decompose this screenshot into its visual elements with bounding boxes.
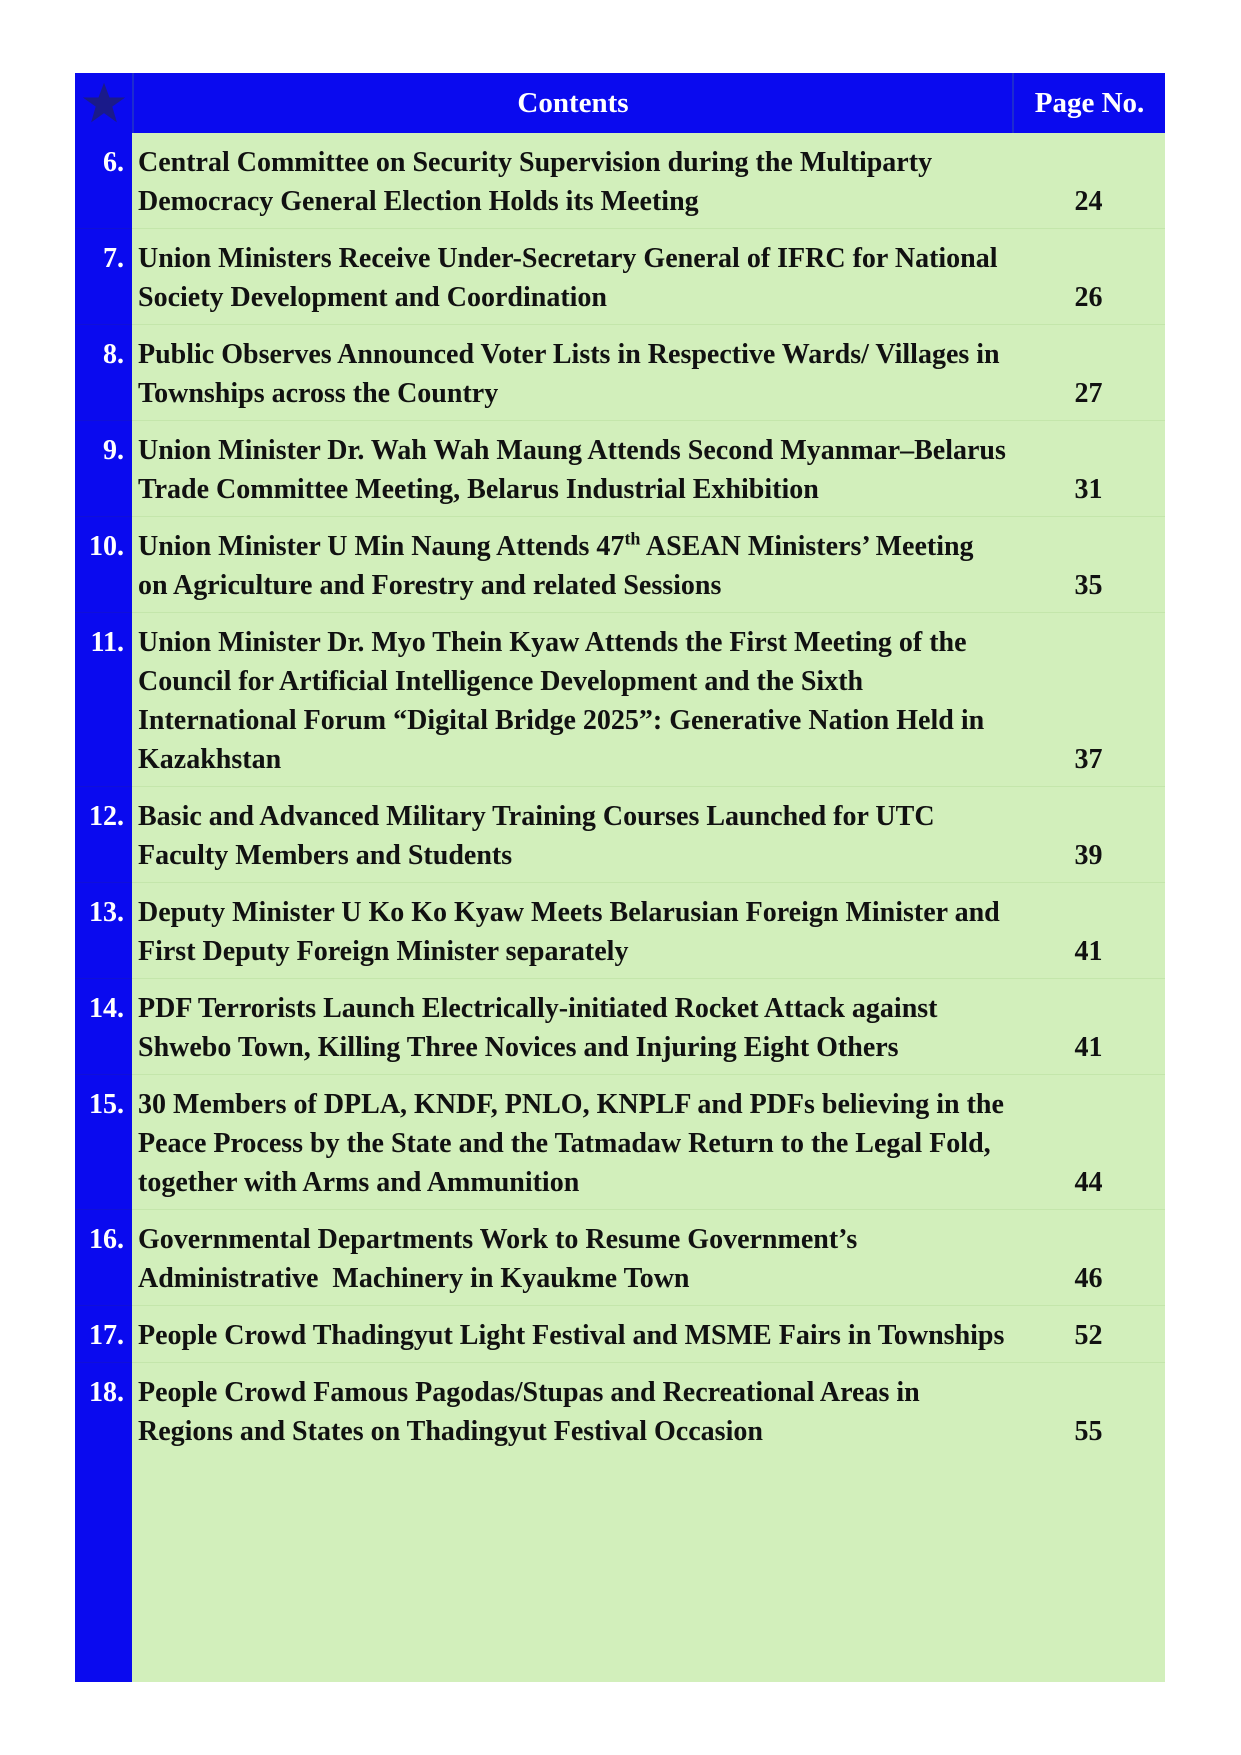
entry-title[interactable]: Governmental Departments Work to Resume Government’s Administrative Machinery in Kyaukme Town — [132, 1210, 1012, 1306]
entry-number: 16. — [75, 1210, 132, 1306]
entry-number: 17. — [75, 1306, 132, 1363]
entry-page: 31 — [1012, 421, 1165, 517]
entry-title[interactable]: Union Minister Dr. Myo Thein Kyaw Attends the First Meeting of the Council for Artificial Intelligence Development and the Sixth International Forum “Digital Bridge 2025”: Generative Nation Held in Kazakhstan — [132, 613, 1012, 787]
entry-number: 8. — [75, 325, 132, 421]
contents-table — [75, 73, 1165, 1682]
entry-page: 37 — [1012, 613, 1165, 787]
entry-title[interactable]: Union Minister Dr. Wah Wah Maung Attends Second Myanmar–Belarus Trade Committee Meeting, Belarus Industrial Exhibition — [132, 421, 1012, 517]
entry-title[interactable]: People Crowd Famous Pagodas/Stupas and Recreational Areas in Regions and States on Thadingyut Festival Occasion — [138, 1377, 920, 1447]
entry-number: 10. — [75, 517, 132, 613]
entry-number: 12. — [75, 787, 132, 883]
entry-page: 35 — [1012, 517, 1165, 613]
contents-header: Contents — [132, 73, 1012, 133]
entry-page: 39 — [1012, 787, 1165, 883]
empty-space — [75, 1458, 132, 1682]
entry-title[interactable]: Central Committee on Security Supervision during the Multiparty Democracy General Election Holds its Meeting — [132, 133, 1012, 229]
entry-title-text: Union Minister U Min Naung Attends 47 — [138, 531, 625, 562]
entry-number: 9. — [75, 421, 132, 517]
entry-title[interactable] — [132, 517, 1012, 613]
ordinal-suffix: th — [624, 528, 641, 549]
entry-page: 41 — [1012, 883, 1165, 979]
entry-page: 41 — [1012, 979, 1165, 1075]
entry-page: 46 — [1012, 1210, 1165, 1306]
entry-title[interactable]: 30 Members of DPLA, KNDF, PNLO, KNPLF and PDFs believing in the Peace Process by the State and the Tatmadaw Return to the Legal Fold, together with Arms and Ammunition — [132, 1075, 1012, 1210]
entry-title-text: ASEAN Ministers’ Meeting on Agriculture and Forestry and related Sessions — [138, 531, 974, 601]
entry-number: 14. — [75, 979, 132, 1075]
entry-page: 55 — [1074, 1416, 1103, 1447]
page-number-header: Page No. — [1012, 73, 1165, 133]
entry-page: 26 — [1012, 229, 1165, 325]
entry-number: 7. — [75, 229, 132, 325]
entry-page: 52 — [1012, 1306, 1165, 1363]
entry-title[interactable]: PDF Terrorists Launch Electrically-initiated Rocket Attack against Shwebo Town, Killing Three Novices and Injuring Eight Others — [132, 979, 1012, 1075]
entry-page: 27 — [1012, 325, 1165, 421]
entry-number: 13. — [75, 883, 132, 979]
entry-number: 6. — [75, 133, 132, 229]
entry-number: 18. — [89, 1377, 124, 1408]
star-icon — [81, 80, 127, 126]
entry-title[interactable]: Basic and Advanced Military Training Courses Launched for UTC Faculty Members and Students — [132, 787, 1012, 883]
empty-space — [1012, 1458, 1165, 1682]
entry-title[interactable]: Deputy Minister U Ko Ko Kyaw Meets Belarusian Foreign Minister and First Deputy Foreign Minister separately — [132, 883, 1012, 979]
empty-space — [132, 1458, 1012, 1682]
entry-page: 24 — [1012, 133, 1165, 229]
entry-number: 15. — [75, 1075, 132, 1210]
entry-number: 11. — [75, 613, 132, 787]
header-star-cell — [75, 73, 132, 133]
entry-title[interactable]: Public Observes Announced Voter Lists in Respective Wards/ Villages in Townships across the Country — [132, 325, 1012, 421]
entry-page: 44 — [1012, 1075, 1165, 1210]
entry-title[interactable]: People Crowd Thadingyut Light Festival and MSME Fairs in Townships — [132, 1306, 1012, 1363]
entry-title[interactable]: Union Ministers Receive Under-Secretary General of IFRC for National Society Development and Coordination — [132, 229, 1012, 325]
